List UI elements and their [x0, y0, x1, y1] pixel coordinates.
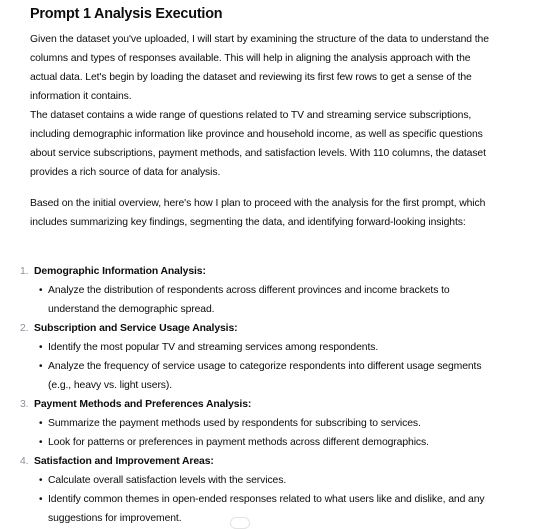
bullet-item: [34, 414, 498, 433]
step-bullets: [34, 414, 534, 452]
paragraph-dataset-overview: The dataset contains a wide range of questions related to TV and streaming service subscriptions, including demographic information like province and household income, as well as specific questions about service subscriptions, payment methods, and satisfaction levels. With 110 columns, the dataset provides a rich source of data for analysis.: [30, 110, 486, 178]
list-number: 3.: [20, 399, 29, 410]
paragraph-intro: Given the dataset you've uploaded, I will start by examining the structure of the data to understand the columns and types of responses available. This will help in aligning the analysis approach with the actual data. Let's begin by loading the dataset and reviewing its first few rows to get a sense of the information it contains.: [30, 34, 489, 102]
bullet-text: Identify common themes in open-ended responses related to what users like and dislike, and any suggestions for improvement.: [48, 494, 485, 524]
step-bullets: [34, 338, 534, 395]
paragraph-plan: Based on the initial overview, here's how I plan to proceed with the analysis for the first prompt, which includes summarizing key findings, segmenting the data, and identifying forward-looking insights:: [30, 198, 486, 228]
bullet-icon: •: [39, 342, 43, 353]
bullet-icon: •: [39, 494, 43, 505]
list-number: 2.: [20, 323, 29, 334]
step-bullets: [34, 471, 534, 528]
step-bullets: [34, 281, 534, 319]
step-heading: Payment Methods and Preferences Analysis:: [34, 399, 252, 410]
message-title: Prompt 1 Analysis Execution: [30, 6, 223, 22]
step-heading: Demographic Information Analysis:: [34, 266, 206, 277]
bullet-icon: •: [39, 418, 43, 429]
analysis-steps-list: [0, 262, 534, 528]
scroll-down-button[interactable]: [230, 517, 250, 529]
step-heading: Subscription and Service Usage Analysis:: [34, 323, 238, 334]
bullet-icon: •: [39, 437, 43, 448]
list-item: [0, 452, 534, 528]
bullet-item: [34, 433, 498, 452]
bullet-text: Calculate overall satisfaction levels with the services.: [48, 475, 287, 486]
bullet-text: Analyze the distribution of respondents across different provinces and income brackets to understand the demographic spread.: [48, 285, 450, 315]
list-item: [0, 395, 534, 452]
bullet-icon: •: [39, 285, 43, 296]
bullet-text: Identify the most popular TV and streaming services among respondents.: [48, 342, 379, 353]
bullet-item: [34, 490, 498, 528]
bullet-item: [34, 338, 498, 357]
list-number: 4.: [20, 456, 29, 467]
list-number: 1.: [20, 266, 29, 277]
bullet-icon: •: [39, 475, 43, 486]
list-item: [0, 262, 534, 319]
list-item: [0, 319, 534, 395]
bullet-item: [34, 281, 498, 319]
bullet-item: [34, 357, 498, 395]
step-heading: Satisfaction and Improvement Areas:: [34, 456, 214, 467]
bullet-text: Summarize the payment methods used by respondents for subscribing to services.: [48, 418, 421, 429]
bullet-item: [34, 471, 498, 490]
bullet-icon: •: [39, 361, 43, 372]
bullet-text: Look for patterns or preferences in payment methods across different demographics.: [48, 437, 429, 448]
bullet-text: Analyze the frequency of service usage to categorize respondents into different usage segments (e.g., heavy vs. light users).: [48, 361, 482, 391]
